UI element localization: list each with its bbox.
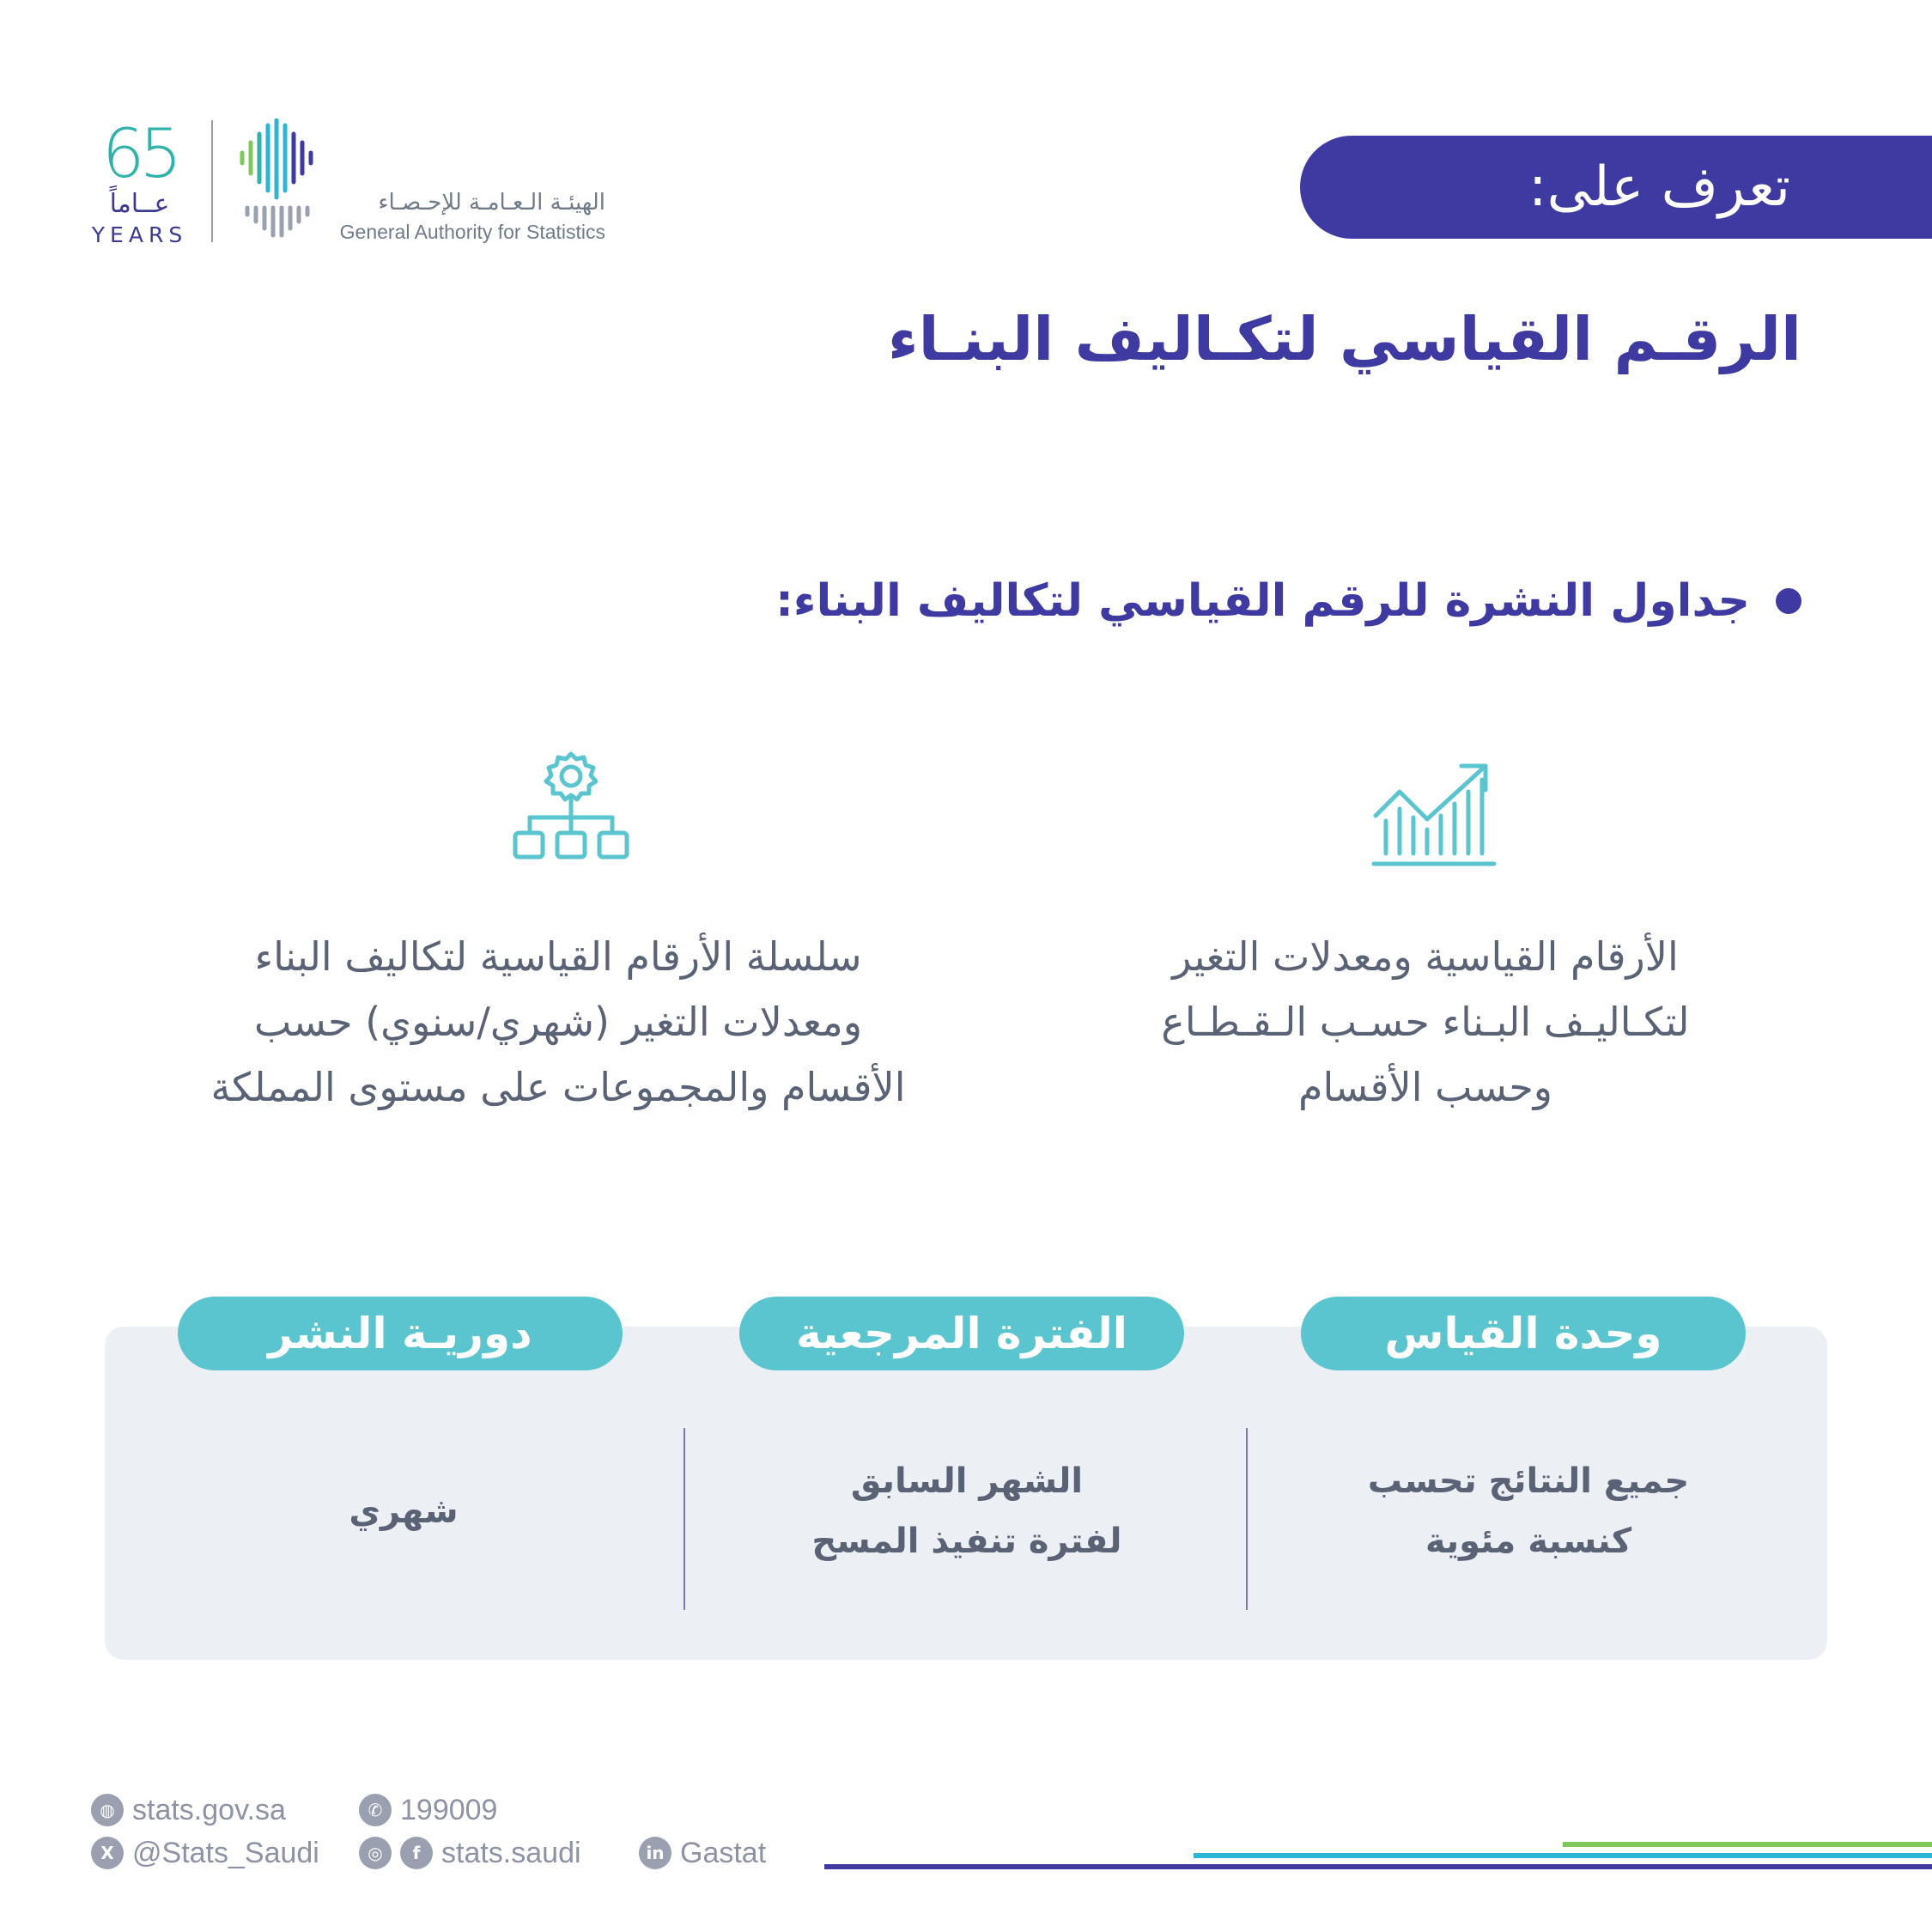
footer-website-text[interactable]: stats.gov.sa	[132, 1793, 286, 1826]
feature-line: وحسب الأقسام	[1297, 1064, 1552, 1110]
page-title: الرقـم القياسي لتكـاليف البنـاء	[887, 304, 1801, 374]
feature-line: سلسلة الأرقام القياسية لتكاليف البناء	[254, 933, 862, 980]
footer-website[interactable]	[91, 1791, 286, 1829]
anniversary-label-ar: عــاماً	[109, 189, 170, 219]
table-header-frequency: دوريـة النشر	[178, 1297, 623, 1370]
feature-line: الأرقام القياسية ومعدلات التغير	[1172, 933, 1679, 980]
section-bullet	[775, 567, 1801, 635]
cell-line: شهري	[349, 1492, 459, 1531]
cell-line: الشهر السابق	[850, 1461, 1084, 1501]
cell-line: جميع النتائج تحسب	[1367, 1461, 1690, 1501]
bullet-dot-icon	[1776, 588, 1801, 614]
feature-text-sector	[1108, 924, 1743, 1120]
title-pill	[1300, 136, 1932, 239]
decor-line-teal	[1194, 1853, 1932, 1858]
section-bullet-text: جداول النشرة للرقم القياسي لتكاليف البناء:	[775, 575, 1750, 627]
table-header-reference-period: الفترة المرجعية	[739, 1297, 1184, 1370]
anniversary-number: 65	[101, 116, 178, 193]
org-name-ar: الهيئـة الـعـامـة للإحـصـاء	[378, 190, 605, 216]
feature-line: ومعدلات التغير (شهري/سنوي) حسب	[253, 999, 863, 1045]
linkedin-icon: in	[639, 1837, 671, 1869]
footer-phone[interactable]	[359, 1791, 497, 1829]
column-divider	[683, 1428, 685, 1610]
hierarchy-gear-icon	[507, 749, 635, 878]
table-header-unit: وحدة القياس	[1301, 1297, 1746, 1370]
anniversary-label-en: YEARS	[91, 222, 188, 247]
footer-x[interactable]	[91, 1834, 319, 1872]
footer-linkedin[interactable]	[639, 1834, 766, 1872]
logo-divider	[211, 120, 213, 242]
bar-chart-growth-icon	[1365, 756, 1503, 876]
column-divider	[1246, 1428, 1248, 1610]
instagram-icon: ◎	[359, 1837, 392, 1869]
table-cell-frequency	[163, 1481, 644, 1541]
feature-line: لتكـاليـف البـناء حسـب الـقـطـاع	[1161, 999, 1690, 1045]
footer-social[interactable]	[359, 1834, 581, 1872]
cell-line: كنسبة مئوية	[1425, 1522, 1632, 1561]
phone-icon: ✆	[359, 1794, 392, 1826]
facebook-icon: f	[400, 1837, 433, 1869]
decor-line-purple	[824, 1864, 1932, 1869]
anniversary-logo	[86, 116, 193, 249]
globe-icon: ◍	[91, 1794, 124, 1826]
feature-text-series	[146, 924, 970, 1120]
table-cell-reference-period	[726, 1451, 1207, 1571]
org-name-en: General Authority for Statistics	[339, 221, 605, 243]
footer-linkedin-text[interactable]: Gastat	[680, 1836, 767, 1869]
footer-x-text[interactable]: @Stats_Saudi	[132, 1836, 319, 1869]
decor-line-green	[1563, 1842, 1932, 1847]
feature-line: الأقسام والمجموعات على مستوى المملكة	[210, 1064, 906, 1110]
gastat-logo-icon	[239, 118, 321, 244]
footer-social-text[interactable]: stats.saudi	[441, 1836, 581, 1869]
x-icon: X	[91, 1837, 124, 1869]
footer-phone-text[interactable]: 199009	[400, 1793, 498, 1826]
title-pill-label: تعرف على:	[1528, 155, 1790, 219]
cell-line: لفترة تنفيذ المسح	[811, 1522, 1122, 1561]
table-cell-unit	[1288, 1451, 1769, 1571]
